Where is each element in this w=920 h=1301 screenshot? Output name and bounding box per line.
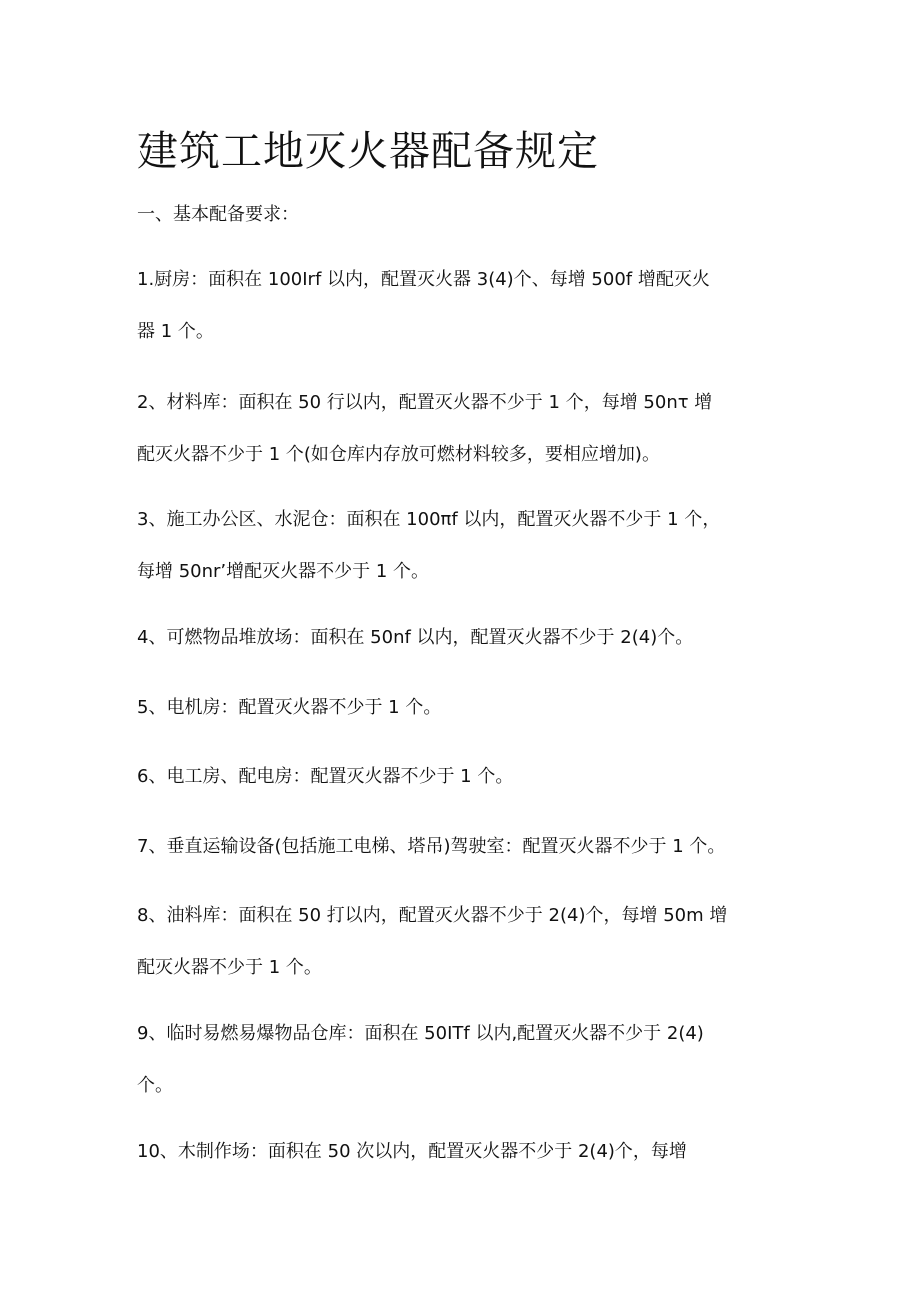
section-heading: 一、基本配备要求： [137,204,299,225]
list-item-line: 8、油料库：面积在 50 打以内，配置灭火器不少于 2(4)个，每增 50m 增 [137,905,728,926]
list-item-line: 器 1 个。 [137,321,214,342]
list-item-line: 3、施工办公区、水泥仓：面积在 100πf 以内，配置灭火器不少于 1 个， [137,509,721,530]
list-item [137,254,797,358]
list-item-line: 每增 50nr’增配灭火器不少于 1 个。 [137,561,430,582]
list-item [137,890,797,994]
list-item-line: 4、可燃物品堆放场：面积在 50nf 以内，配置灭火器不少于 2(4)个。 [137,627,694,648]
list-item [137,612,797,664]
list-item-line: 6、电工房、配电房：配置灭火器不少于 1 个。 [137,766,514,787]
list-item-line: 配灭火器不少于 1 个。 [137,957,322,978]
list-item-line: 7、垂直运输设备(包括施工电梯、塔吊)驾驶室：配置灭火器不少于 1 个。 [137,836,726,857]
list-item-line: 1.厨房：面积在 100Irf 以内，配置灭火器 3(4)个、每增 500f 增配灭火 [137,269,710,290]
list-item-line: 2、材料库：面积在 50 行以内，配置灭火器不少于 1 个，每增 50nτ 增 [137,392,713,413]
list-item-line: 配灭火器不少于 1 个(如仓库内存放可燃材料较多，要相应增加)。 [137,444,660,465]
document-title: 建筑工地灭火器配备规定 [137,127,599,175]
list-item [137,494,797,598]
list-item-line: 个。 [137,1075,173,1096]
list-item-line: 10、木制作场：面积在 50 次以内，配置灭火器不少于 2(4)个，每增 [137,1141,687,1162]
list-item-line: 5、电机房：配置灭火器不少于 1 个。 [137,697,442,718]
list-item [137,751,797,803]
list-item [137,682,797,734]
list-item-line: 9、临时易燃易爆物品仓库：面积在 50ITf 以内,配置灭火器不少于 2(4) [137,1023,704,1044]
list-item [137,821,797,873]
list-item [137,1008,797,1112]
list-item [137,377,797,481]
list-item [137,1126,797,1178]
